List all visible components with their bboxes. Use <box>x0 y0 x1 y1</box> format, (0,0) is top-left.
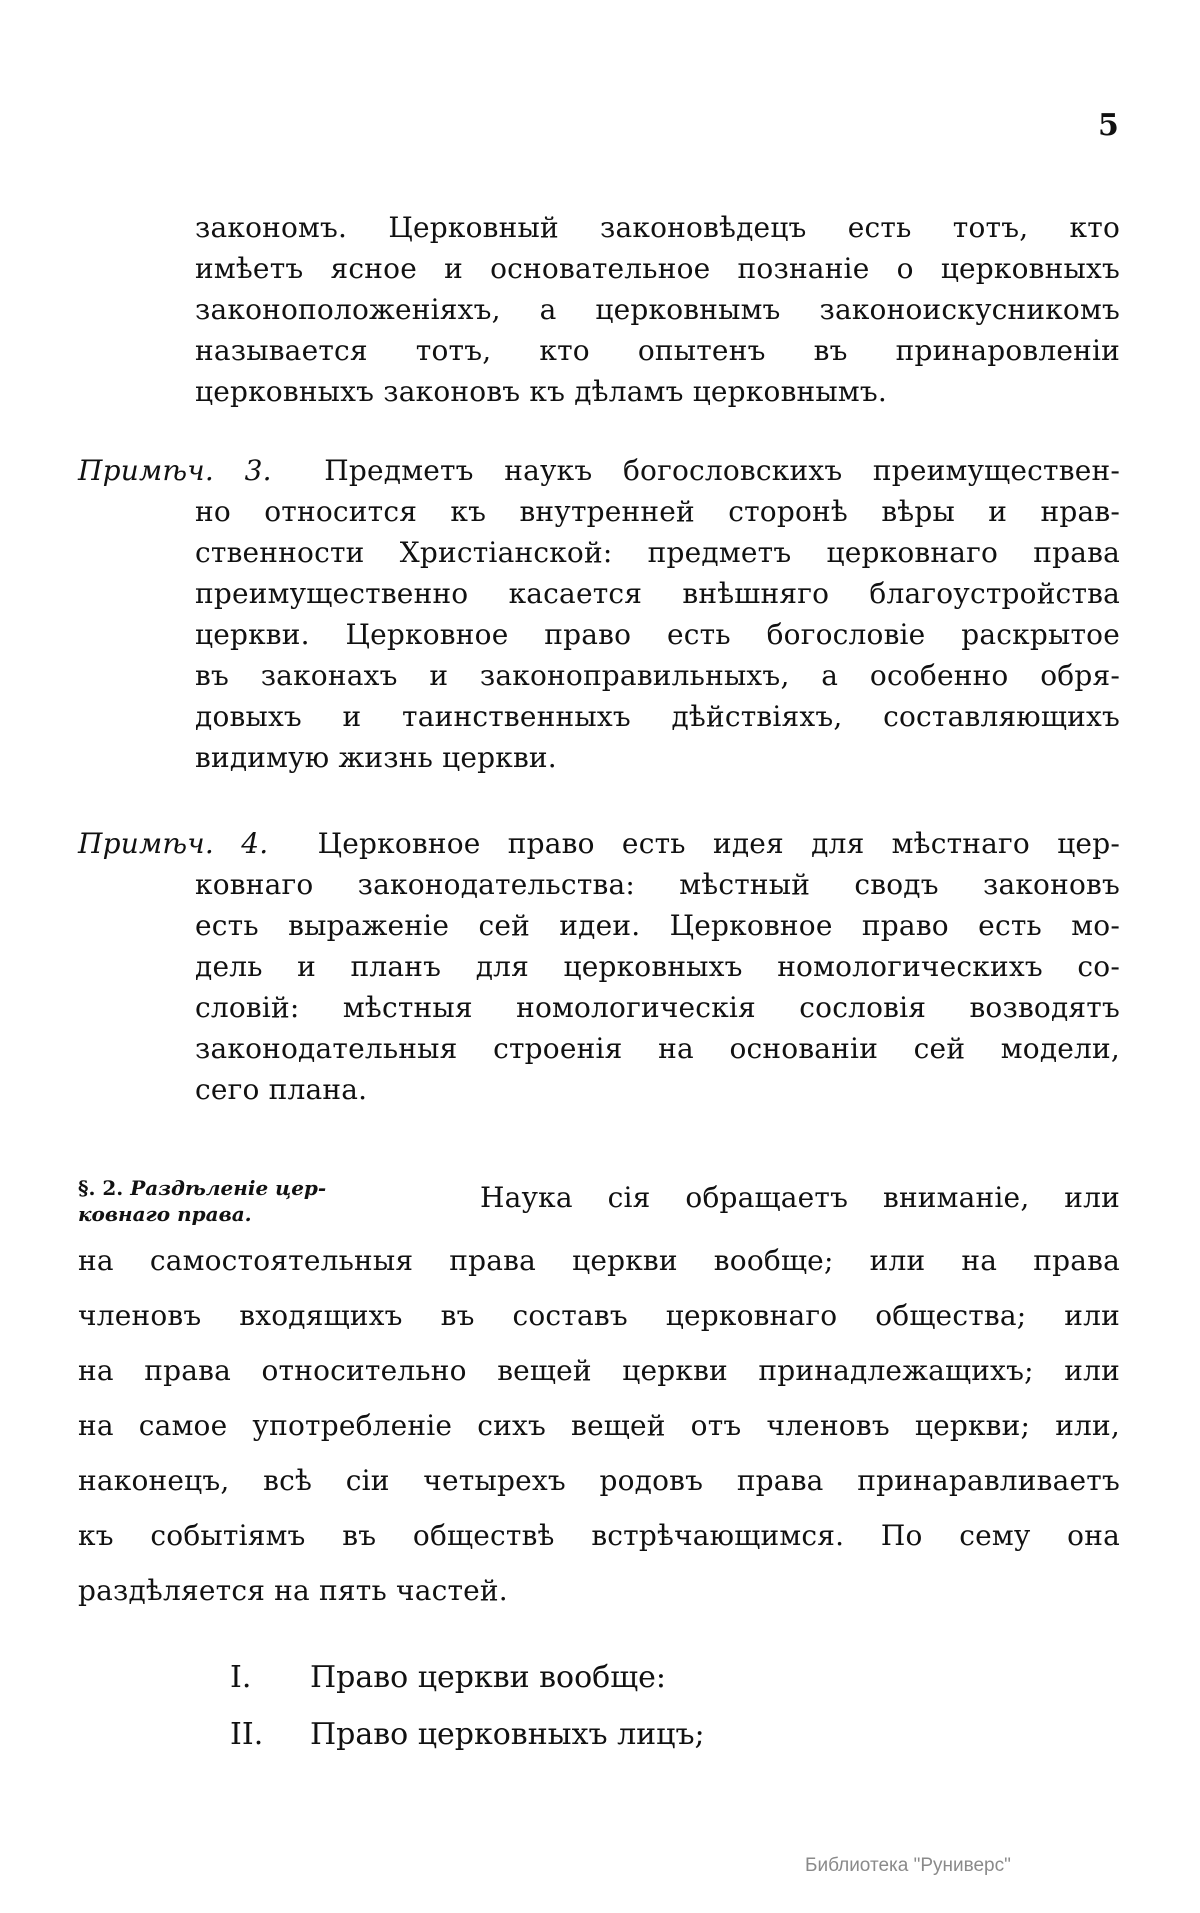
text-line: на самое употребленіе сихъ вещей отъ членовъ церкви; или, <box>78 1409 1120 1442</box>
note-4 <box>78 823 1120 864</box>
list-item <box>230 1715 705 1755</box>
text-line: на самостоятельныя права церкви вообще; или на права <box>78 1244 1120 1277</box>
list-roman: I. <box>230 1660 252 1695</box>
text-line: раздѣляется на пять частей. <box>78 1574 508 1607</box>
note-3-body <box>195 491 1120 778</box>
text-line: видимую жизнь церкви. <box>195 741 557 774</box>
library-watermark: Библиотека "Руниверс" <box>805 1855 1011 1876</box>
text-line: законоположеніяхъ, а церковнымъ законоискусникомъ <box>195 293 1120 326</box>
section-title-line: ковнаго права. <box>78 1202 252 1226</box>
note-3 <box>78 450 1120 491</box>
paragraph-continuation <box>195 207 1120 412</box>
text-line: въ законахъ и законоправильныхъ, а особенно обря- <box>195 659 1120 692</box>
text-line: сего плана. <box>195 1073 368 1106</box>
text-line: къ событіямъ въ обществѣ встрѣчающимся. По сему она <box>78 1519 1120 1552</box>
text-line: Наука сія обращаетъ вниманіе, или <box>480 1181 1120 1214</box>
note-label: Примѣч. 4. <box>78 827 269 860</box>
text-line: но относится къ внутренней сторонѣ вѣры и нрав- <box>195 495 1120 528</box>
note-first-line <box>78 823 1120 864</box>
note-text: Церковное право есть идея для мѣстнаго цер- <box>317 827 1120 860</box>
note-label: Примѣч. 3. <box>78 454 272 487</box>
list-text: Право церковныхъ лицъ; <box>310 1717 705 1752</box>
list-item <box>230 1658 666 1698</box>
section-title-line: Раздѣленіе цер- <box>130 1176 327 1200</box>
text-line: членовъ входящихъ въ составъ церковнаго общества; или <box>78 1299 1120 1332</box>
text-line: законодательныя строенія на основаніи сей модели, <box>195 1032 1120 1065</box>
text-line: имѣетъ ясное и основательное познаніе о церковныхъ <box>195 252 1120 285</box>
note-4-body <box>195 864 1120 1110</box>
section-number: §. 2. <box>78 1176 124 1200</box>
section-heading <box>78 1175 408 1227</box>
section-first-line <box>480 1170 1120 1225</box>
list-roman: II. <box>230 1717 264 1752</box>
text-line: преимущественно касается внѣшняго благоустройства <box>195 577 1120 610</box>
text-line: называется тотъ, кто опытенъ въ принаровленіи <box>195 334 1120 367</box>
text-line: церкви. Церковное право есть богословіе раскрытое <box>195 618 1120 651</box>
list-text: Право церкви вообще: <box>310 1660 666 1695</box>
text-line: ственности Христіанской: предметъ церковнаго права <box>195 536 1120 569</box>
page-number: 5 <box>1098 108 1119 143</box>
section-body <box>78 1233 1120 1618</box>
note-first-line <box>78 450 1120 491</box>
text-line: на права относительно вещей церкви принадлежащихъ; или <box>78 1354 1120 1387</box>
text-line: дель и планъ для церковныхъ номологическихъ со- <box>195 950 1120 983</box>
text-line: словій: мѣстныя номологическія сословія возводятъ <box>195 991 1120 1024</box>
text-line: довыхъ и таинственныхъ дѣйствіяхъ, составляющихъ <box>195 700 1120 733</box>
text-line: ковнаго законодательства: мѣстный сводъ законовъ <box>195 868 1120 901</box>
text-line: есть выраженіе сей идеи. Церковное право есть мо- <box>195 909 1120 942</box>
note-text: Предметъ наукъ богословскихъ преимуществен- <box>324 454 1121 487</box>
text-line: церковныхъ законовъ къ дѣламъ церковнымъ. <box>195 375 887 408</box>
text-line: наконецъ, всѣ сіи четырехъ родовъ права принаравливаетъ <box>78 1464 1120 1497</box>
text-line: закономъ. Церковный законовѣдецъ есть тотъ, кто <box>195 211 1120 244</box>
